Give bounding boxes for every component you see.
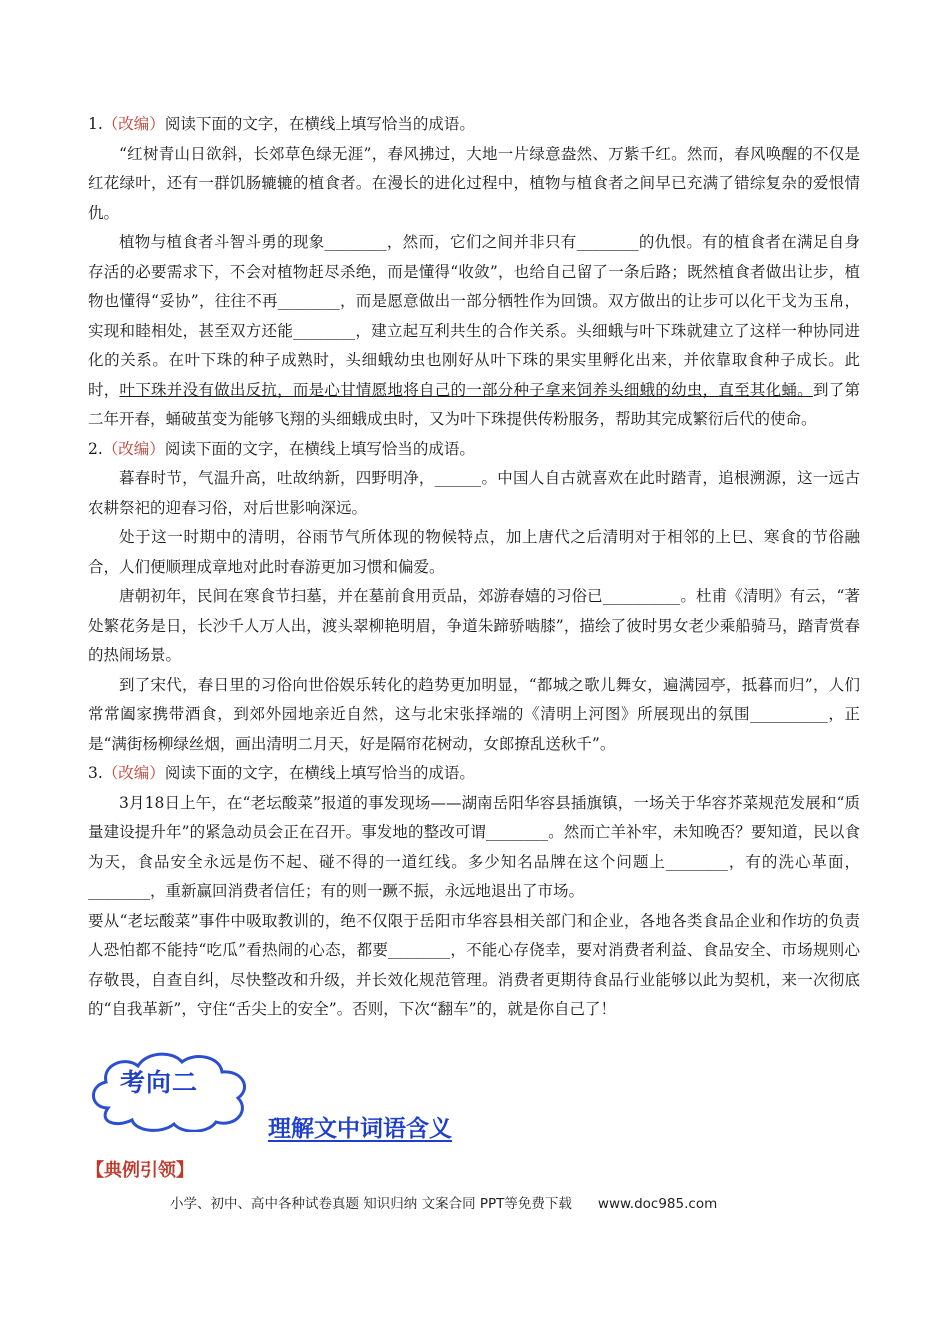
question-2-heading bbox=[88, 435, 860, 465]
paragraph bbox=[88, 228, 860, 435]
text-run: 到了第二年开春，蛹破茧变为能够飞翔的头细蛾成虫时，又为叶下珠提供传粉服务，帮助其完成繁衍后代的使命。 bbox=[88, 380, 860, 428]
question-1-heading bbox=[88, 110, 860, 140]
text-run: 植物与植食者斗智斗勇的现象________，然而，它们之间并非只有________的仇恨。有的植食者在满足自身存活的必要需求下，不会对植物赶尽杀绝，而是懂得“收敛”，也给自己留了一条后路；既然植食者做出让步，植物也懂得“妥协”，往往不再________，而是愿意做出一部分牺牲作为回馈。双方做出的让步可以化干戈为玉帛，实现和睦相处，甚至双方还能________，建立起互利共生的合作关系。头细蛾与叶下珠就建立了这样一种协同进化的关系。在叶下珠的种子成熟时，头细蛾幼虫也刚好从叶下珠的果实里孵化出来，并依靠取食种子成长。此时， bbox=[88, 233, 860, 399]
paragraph: 要从“老坛酸菜”事件中吸取教训的，绝不仅限于岳阳市华容县相关部门和企业，各地各类食品企业和作坊的负责人恐怕都不能持“吃瓜”看热闹的心态，都要________，不能心存侥幸，要对消费者利益、食品安全、市场规则心存敬畏，自查自纠，尽快整改和升级，并长效化规范管理。消费者更期待食品行业能够以此为契机，来一次彻底的“自我革新”，守住“舌尖上的安全”。否则，下次“翻车”的，就是你自己了！ bbox=[88, 911, 860, 1018]
paragraph: 3月18日上午，在“老坛酸菜”报道的事发现场——湖南岳阳华容县插旗镇，一场关于华容芥菜规范发展和“质量建设提升年”的紧急动员会正在召开。事发地的整改可谓________。然而亡羊补牢，未知晚否？要知道，民以食为天，食品安全永远是伤不起、碰不得的一道红线。多少知名品牌在这个问题上________，有的洗心革面，________，重新赢回消费者信任；有的则一蹶不振，永远地退出了市场。 bbox=[88, 793, 860, 900]
footer-text: 小学、初中、高中各种试卷真题 知识归纳 文案合同 PPT等免费下载 bbox=[170, 1196, 572, 1212]
paragraph: 唐朝初年，民间在寒食节扫墓，并在墓前食用贡品，郊游春嬉的习俗已__________。杜甫《清明》有云，“著处繁花务是日，长沙千人万人出，渡头翠柳艳明眉，争道朱蹄骄啮膝”，描绘了彼时男女老少乘船骑马，踏青赏春的热闹场景。 bbox=[88, 587, 860, 664]
question-3-heading bbox=[88, 759, 860, 789]
paragraph: 处于这一时期中的清明，谷雨节气所体现的物候特点，加上唐代之后清明对于相邻的上巳、寒食的节俗融合，人们便顺理成章地对此时春游更加习惯和偏爱。 bbox=[88, 528, 860, 576]
paragraph: “红树青山日欲斜，长郊草色绿无涯”，春风拂过，大地一片绿意盎然、万紫千红。然而，春风唤醒的不仅是红花绿叶，还有一群饥肠辘辘的植食者。在漫长的进化过程中，植物与植食者之间早已充满了错综复杂的爱恨情仇。 bbox=[88, 144, 860, 222]
question-number: 2. bbox=[88, 439, 103, 458]
underlined-sentence: 叶下珠并没有做出反抗，而是心甘情愿地将自己的一部分种子拿来饲养头细蛾的幼虫，直至其化蛹。 bbox=[119, 380, 813, 399]
question-prompt: 阅读下面的文字，在横线上填写恰当的成语。 bbox=[164, 764, 475, 782]
question-prompt: 阅读下面的文字，在横线上填写恰当的成语。 bbox=[164, 115, 475, 133]
example-heading: 【典例引领】 bbox=[86, 1160, 194, 1181]
footer-site: www.doc985.com bbox=[597, 1196, 718, 1212]
question-prompt: 阅读下面的文字，在横线上填写恰当的成语。 bbox=[164, 439, 475, 458]
document-body bbox=[88, 110, 860, 1025]
question-number: 3. bbox=[88, 764, 103, 782]
adapted-tag: （改编） bbox=[102, 439, 165, 458]
paragraph: 到了宋代，春日里的习俗向世俗娱乐转化的趋势更加明显，“都城之歌儿舞女，遍满园亭，抵暮而归”，人们常常阖家携带酒食，到郊外园地亲近自然，这与北宋张择端的《清明上河图》所展现出的氛围__________，正是“满街杨柳绿丝烟，画出清明二月天，好是隔帘花树动，女郎撩乱送秋千”。 bbox=[88, 675, 860, 753]
section-title: 理解文中词语含义 bbox=[268, 1116, 452, 1142]
adapted-tag: （改编） bbox=[102, 115, 165, 133]
adapted-tag: （改编） bbox=[102, 764, 165, 782]
section-badge: 考向二 bbox=[120, 1068, 199, 1097]
footer bbox=[170, 1192, 717, 1212]
question-number: 1. bbox=[88, 115, 103, 133]
paragraph: 暮春时节，气温升高，吐故纳新，四野明净，______。中国人自古就喜欢在此时踏青，追根溯源，这一远古农耕祭祀的迎春习俗，对后世影响深远。 bbox=[88, 469, 860, 517]
